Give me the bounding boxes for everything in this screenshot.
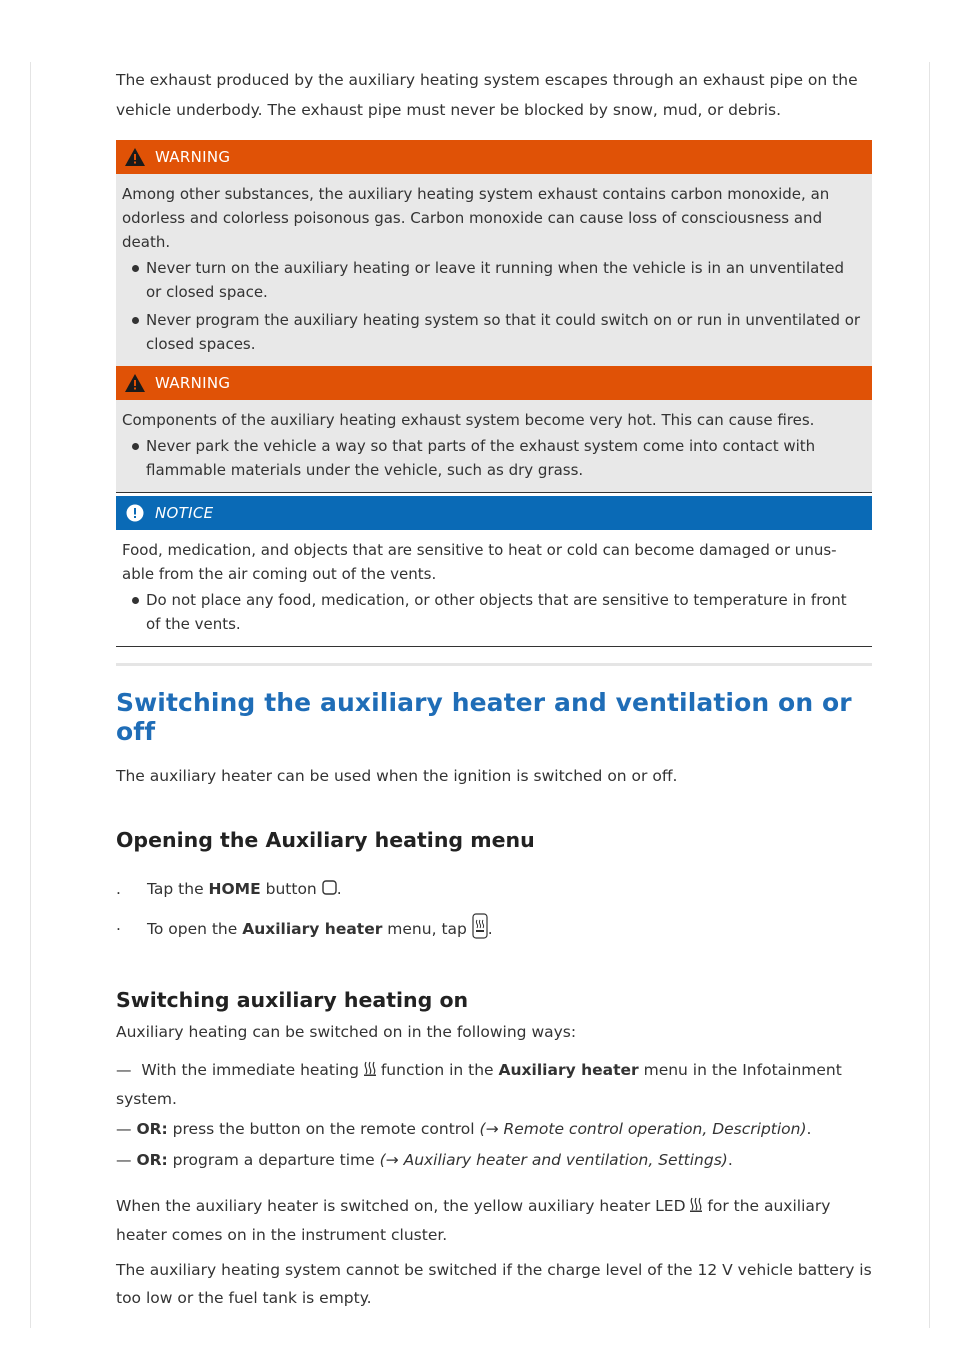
- notice-header: [116, 496, 872, 530]
- step-text-pre: Tap the: [147, 880, 209, 898]
- step-text-post: menu, tap: [382, 920, 467, 938]
- method-text-mid: function in the: [375, 1061, 499, 1079]
- warning-body: [116, 174, 872, 367]
- dash-marker: —: [116, 1151, 132, 1169]
- heat-waves-icon: [364, 1057, 376, 1085]
- warning-triangle-icon: [124, 147, 146, 167]
- notice-label: NOTICE: [155, 504, 214, 522]
- auxiliary-heater-label: Auxiliary heater: [242, 920, 383, 938]
- home-button-icon: [322, 878, 337, 902]
- method-item: [116, 1115, 872, 1143]
- warning-box-hot-components: [116, 366, 872, 493]
- warning-text: Components of the auxiliary heating exhaust system become very hot. This can cause fires.: [122, 411, 815, 429]
- step-text-post: button: [260, 880, 317, 898]
- led-paragraph: [116, 1192, 872, 1249]
- method-text-pre: With the immediate heating: [141, 1061, 359, 1079]
- or-label: OR:: [136, 1120, 168, 1138]
- menu-heading: Opening the Auxiliary heating menu: [116, 828, 535, 852]
- warning-label: WARNING: [155, 374, 231, 392]
- page-margin-line-right: [929, 62, 930, 1328]
- warning-bullet-list: [122, 256, 864, 356]
- auxiliary-heater-menu-icon: [472, 913, 488, 946]
- method-text-end: .: [806, 1120, 812, 1138]
- section-divider: [116, 663, 872, 666]
- step-marker: .: [116, 880, 121, 898]
- intro-paragraph: The exhaust produced by the auxiliary heating system escapes through an exhaust pipe on the vehicle underbody. The exhaust pipe must never be blocked by snow, mud, or debris.: [116, 71, 858, 119]
- method-text: press the button on the remote control: [167, 1120, 480, 1138]
- heat-waves-icon: [690, 1193, 702, 1221]
- dash-marker: —: [116, 1061, 132, 1079]
- warning-bullet: Never park the vehicle a way so that parts of the exhaust system come into contact with flammable materials under the vehicle, such as dry grass.: [122, 434, 864, 482]
- switch-on-intro: Auxiliary heating can be switched on in the following ways:: [116, 1023, 577, 1041]
- notice-body: [116, 530, 872, 647]
- dash-marker: —: [116, 1120, 132, 1138]
- step-text: [147, 877, 342, 902]
- warning-header: [116, 366, 872, 400]
- step-text-end: .: [336, 880, 342, 898]
- warning-bullet: Never program the auxiliary heating system so that it could switch on or run in unventilated or closed spaces.: [122, 308, 864, 356]
- warning-label: WARNING: [155, 148, 231, 166]
- warning-bullet-list: [122, 434, 864, 482]
- method-item: [116, 1146, 872, 1174]
- or-label: OR:: [136, 1151, 168, 1169]
- step-marker: .: [116, 916, 121, 934]
- switch-on-heading: Switching auxiliary heating on: [116, 988, 469, 1012]
- warning-triangle-icon: [124, 373, 146, 393]
- auxiliary-heater-label: Auxiliary heater: [498, 1061, 639, 1079]
- section-title: Switching the auxiliary heater and ventilation on or off: [116, 688, 852, 746]
- warning-box-carbon-monoxide: [116, 140, 872, 367]
- battery-paragraph: The auxiliary heating system cannot be switched if the charge level of the 12 V vehicle battery is too low or the fuel tank is empty.: [116, 1261, 872, 1307]
- warning-body: [116, 400, 872, 493]
- step-text: [147, 913, 493, 946]
- home-label: HOME: [208, 880, 261, 898]
- warning-text: Among other substances, the auxiliary heating system exhaust contains carbon monoxide, an odorless and colorless poisonous gas. Carbon monoxide can cause loss of consciousness and death.: [122, 185, 830, 251]
- notice-bullet-list: [122, 588, 864, 636]
- cross-reference-link[interactable]: (→ Auxiliary heater and ventilation, Settings): [379, 1151, 728, 1169]
- method-item: [116, 1056, 872, 1113]
- step-text-pre: To open the: [147, 920, 243, 938]
- step-text-end: .: [487, 920, 493, 938]
- method-text-end: .: [727, 1151, 733, 1169]
- led-text-pre: When the auxiliary heater is switched on, the yellow auxiliary heater LED: [116, 1197, 686, 1215]
- method-text: program a departure time: [167, 1151, 380, 1169]
- warning-bullet: Never turn on the auxiliary heating or leave it running when the vehicle is in an unventilated or closed space.: [122, 256, 864, 304]
- section-intro: The auxiliary heater can be used when the ignition is switched on or off.: [116, 767, 678, 785]
- warning-header: [116, 140, 872, 174]
- notice-bullet: Do not place any food, medication, or other objects that are sensitive to temperature in front of the vents.: [122, 588, 864, 636]
- led-text-post: for the auxiliary heater comes on in the instrument cluster.: [116, 1197, 831, 1244]
- page-margin-line-left: [30, 62, 31, 1328]
- method-text-post: menu in the Infotainment system.: [116, 1061, 842, 1108]
- notice-box-vents: [116, 496, 872, 647]
- exclamation-circle-icon: [124, 503, 146, 523]
- cross-reference-link[interactable]: (→ Remote control operation, Description): [479, 1120, 807, 1138]
- notice-text: Food, medication, and objects that are sensitive to heat or cold can become damaged or unus- able from the air coming out of the vents.: [122, 541, 837, 583]
